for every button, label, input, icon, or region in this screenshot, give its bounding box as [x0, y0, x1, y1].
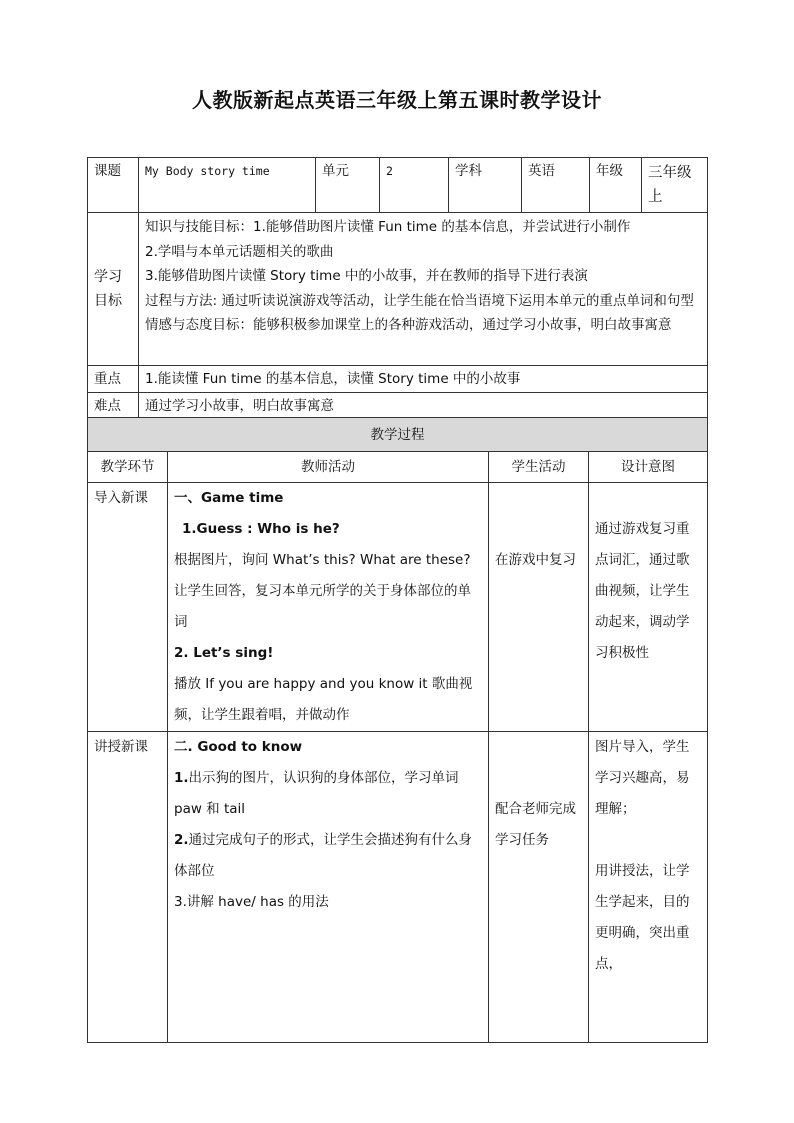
topic-value: My Body story time: [139, 158, 316, 213]
student-activity-text: 配合老师完成学习任务: [495, 801, 576, 848]
item-number: 2.: [174, 832, 189, 848]
objective-line: 情感与态度目标：能够积极参加课堂上的各种游戏活动，通过学习小故事，明白故事寓意: [145, 317, 672, 333]
key-points-value: 1.能读懂 Fun time 的基本信息，读懂 Story time 中的小故事: [139, 366, 708, 393]
student-activity-text: 在游戏中复习: [495, 552, 576, 568]
process-header: 教学过程: [88, 418, 708, 452]
subject-value: 英语: [522, 158, 590, 213]
teaching-process-table: [87, 417, 708, 1043]
activity-text: 根据图片，询问 What’s this? What are these?让学生回答，复习本单元所学的关于身体部位的单词: [174, 552, 471, 630]
activity-text: 播放 If you are happy and you know it 歌曲视频，让学生跟着唱，并做动作: [174, 676, 473, 723]
column-header-teacher: 教师活动: [168, 452, 489, 483]
activity-text: [174, 763, 482, 825]
objective-line: 2.学唱与本单元话题相关的歌曲: [145, 243, 334, 260]
purpose-new-lesson: [589, 732, 708, 1043]
purpose-text: 用讲授法，让学生学起来，目的更明确，突出重点，: [595, 863, 690, 972]
lesson-info-table: [87, 157, 708, 420]
column-header-purpose: 设计意图: [589, 452, 708, 483]
grade-value: 三年级上: [642, 158, 708, 213]
activity-text: 3.讲解 have/ has 的用法: [174, 894, 329, 910]
grade-label: 年级: [590, 158, 642, 213]
stage-new-lesson: 讲授新课: [88, 732, 168, 1043]
objectives-content: [139, 213, 708, 366]
student-activity-new-lesson: [489, 732, 589, 1043]
column-header-stage: 教学环节: [88, 452, 168, 483]
item-number: 1.: [174, 770, 189, 786]
stage-intro: 导入新课: [88, 483, 168, 732]
objective-line: 过程与方法: 通过听读说演游戏等活动，让学生能在恰当语境下运用本单元的重点单词和句型: [145, 292, 694, 309]
difficulties-value: 通过学习小故事，明白故事寓意: [139, 393, 708, 420]
key-points-label: 重点: [88, 366, 139, 393]
objective-line: 知识与技能目标：1.能够借助图片读懂 Fun time 的基本信息，并尝试进行小制作: [145, 219, 631, 235]
unit-value: 2: [380, 158, 449, 213]
column-header-student: 学生活动: [489, 452, 589, 483]
objectives-label: 学习目标: [88, 213, 139, 366]
topic-label: 课题: [88, 158, 139, 213]
teacher-activity-intro: [168, 483, 489, 732]
document-title: 人教版新起点英语三年级上第五课时教学设计: [192, 88, 602, 112]
section-heading: 一、Game time: [174, 490, 284, 506]
objective-line: 3.能够借助图片读懂 Story time 中的小故事，并在教师的指导下进行表演: [145, 268, 588, 284]
purpose-text: 图片导入，学生学习兴趣高，易理解；: [595, 739, 690, 817]
activity-text: [174, 825, 482, 887]
purpose-intro: [589, 483, 708, 732]
activity-item: 1.Guess : Who is he?: [182, 521, 340, 537]
activity-line: 出示狗的图片，认识狗的身体部位，学习单词 paw 和 tail: [174, 770, 459, 817]
unit-label: 单元: [316, 158, 380, 213]
section-heading: 二. Good to know: [174, 739, 303, 755]
difficulties-label: 难点: [88, 393, 139, 420]
subject-label: 学科: [449, 158, 522, 213]
teacher-activity-new-lesson: [168, 732, 489, 1043]
activity-line: 通过完成句子的形式，让学生会描述狗有什么身体部位: [174, 832, 473, 879]
student-activity-intro: [489, 483, 589, 732]
activity-item: 2. Let’s sing!: [174, 645, 274, 661]
purpose-text: 通过游戏复习重点词汇，通过歌曲视频，让学生动起来，调动学习积极性: [595, 521, 690, 661]
